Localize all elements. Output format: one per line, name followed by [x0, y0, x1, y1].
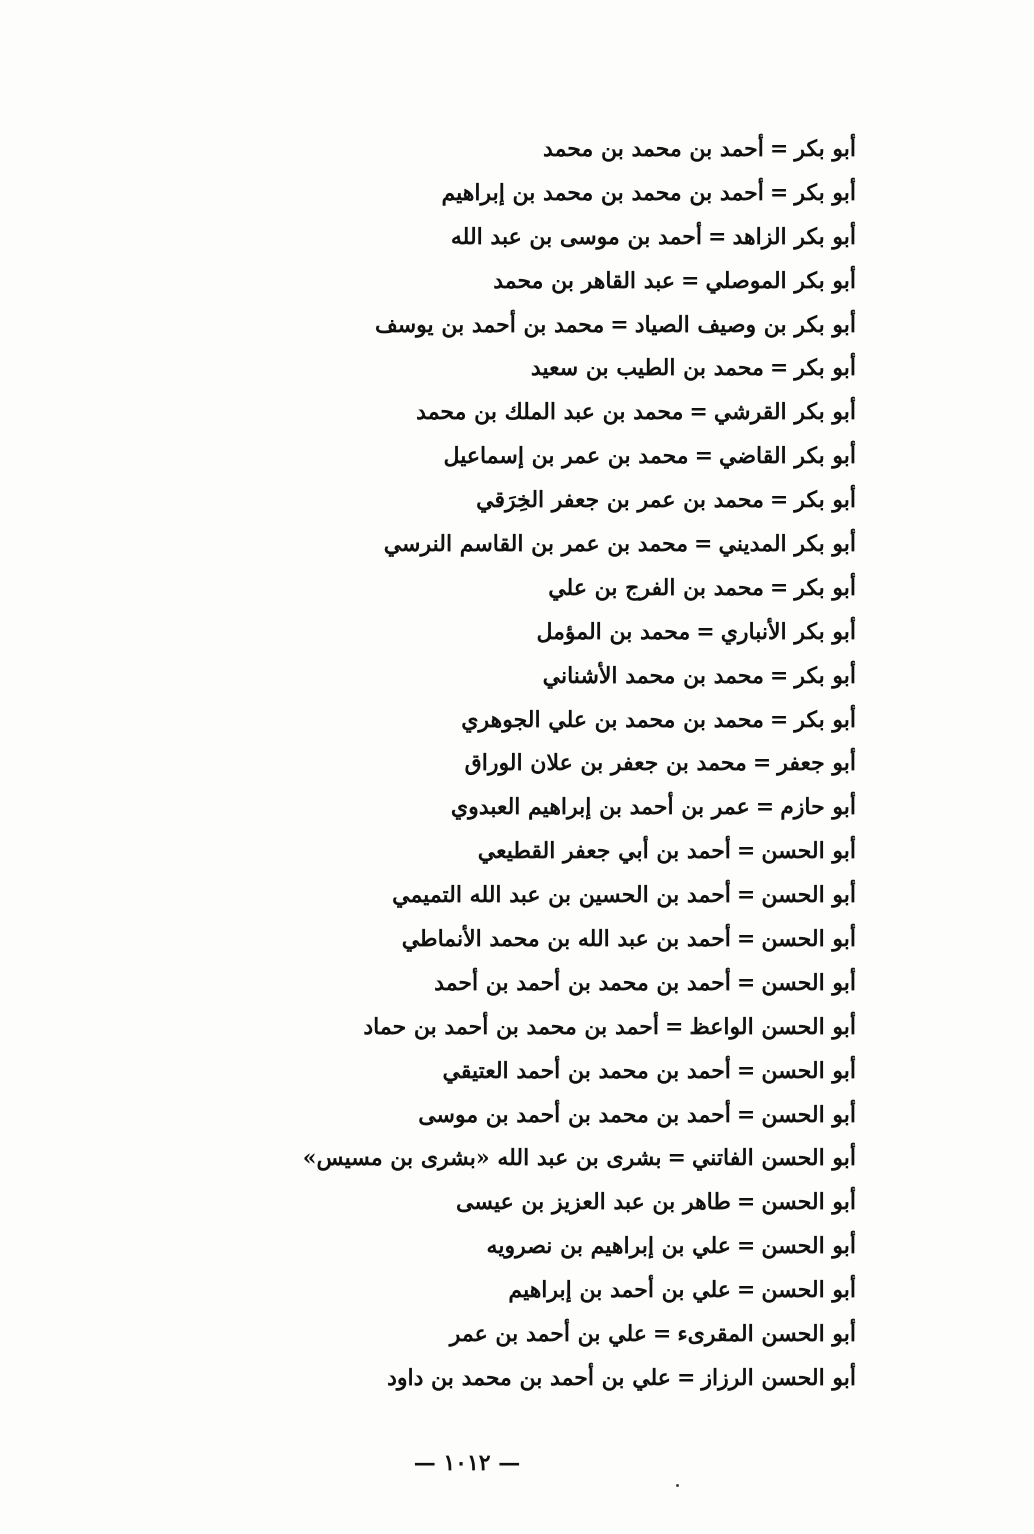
kunya-index-list	[296, 128, 856, 1401]
entry-separator: =	[736, 838, 756, 865]
entry-separator: =	[681, 267, 700, 294]
entry-kunya: أبو بكر	[794, 179, 856, 206]
entry-full-name: محمد بن أحمد بن يوسف	[374, 311, 605, 338]
entry-separator: =	[736, 1189, 756, 1216]
entry-separator: =	[667, 1145, 686, 1172]
entry-separator: =	[736, 1277, 756, 1304]
entry-full-name: أحمد بن محمد بن أحمد العتيقي	[442, 1057, 731, 1084]
entry-kunya: أبو بكر القرشي	[713, 399, 856, 426]
entry-full-name: أحمد بن عبد الله بن محمد الأنماطي	[401, 926, 731, 953]
entry-kunya: أبو بكر	[794, 574, 856, 601]
entry-full-name: أحمد بن موسى بن عبد الله	[450, 223, 703, 250]
entry-full-name: طاهر بن عبد العزيز بن عيسى	[456, 1189, 731, 1216]
entry-separator: =	[736, 1057, 756, 1084]
index-entry	[296, 918, 856, 962]
entry-kunya: أبو بكر	[794, 355, 856, 382]
entry-separator: =	[736, 882, 756, 909]
entry-kunya: أبو بكر الموصلي	[705, 267, 856, 294]
entry-kunya: أبو حازم	[780, 794, 856, 821]
entry-separator: =	[696, 618, 715, 645]
entry-full-name: علي بن إبراهيم بن نصرويه	[486, 1233, 731, 1260]
entry-separator: =	[769, 487, 789, 514]
entry-full-name: أحمد بن الحسين بن عبد الله التميمي	[392, 882, 731, 909]
entry-full-name: محمد بن عمر بن جعفر الخِرَقي	[476, 487, 764, 514]
index-entry	[296, 874, 856, 918]
entry-full-name: محمد بن جعفر بن علان الوراق	[464, 750, 747, 777]
entry-kunya: أبو بكر	[794, 136, 856, 162]
entry-kunya: أبو الحسن	[761, 1057, 856, 1084]
index-entry	[296, 435, 856, 479]
entry-separator: =	[736, 969, 756, 996]
entry-separator: =	[769, 662, 789, 689]
entry-separator: =	[676, 1364, 696, 1391]
entry-kunya: أبو جعفر	[777, 750, 856, 777]
entry-kunya: أبو بكر الزاهد	[732, 223, 856, 250]
entry-separator: =	[736, 1233, 756, 1260]
entry-kunya: أبو الحسن المقرىء	[677, 1321, 856, 1348]
entry-separator: =	[652, 1321, 672, 1348]
entry-full-name: علي بن أحمد بن محمد بن داود	[387, 1364, 671, 1391]
entry-full-name: أحمد بن محمد بن محمد بن إبراهيم	[441, 179, 764, 206]
entry-full-name: علي بن أحمد بن عمر	[449, 1321, 647, 1348]
entry-kunya: أبو بكر	[794, 487, 856, 514]
entry-full-name: أحمد بن محمد بن أحمد بن موسى	[418, 1101, 731, 1128]
index-entry	[296, 1181, 856, 1225]
index-entry	[296, 1357, 856, 1401]
entry-kunya: أبو الحسن	[761, 882, 856, 909]
entry-kunya: أبو بكر الأنباري	[720, 618, 856, 645]
index-entry	[296, 523, 856, 567]
index-entry	[296, 347, 856, 391]
index-entry	[296, 1313, 856, 1357]
index-entry	[296, 611, 856, 655]
entry-separator: =	[769, 706, 789, 733]
index-entry	[296, 1225, 856, 1269]
index-entry	[296, 655, 856, 699]
entry-separator: =	[664, 1013, 684, 1040]
entry-kunya: أبو الحسن	[761, 838, 856, 865]
entry-full-name: أحمد بن أبي جعفر القطيعي	[477, 838, 731, 865]
index-entry	[296, 699, 856, 743]
entry-kunya: أبو بكر	[794, 706, 856, 733]
entry-separator: =	[708, 223, 727, 250]
index-entry	[296, 786, 856, 830]
entry-separator: =	[736, 1101, 756, 1128]
index-entry	[296, 260, 856, 304]
entry-separator: =	[752, 750, 772, 777]
entry-full-name: بشرى بن عبد الله «بشرى بن مسيس»	[302, 1145, 662, 1172]
entry-full-name: أحمد بن محمد بن أحمد بن حماد	[363, 1013, 659, 1040]
entry-separator: =	[694, 443, 713, 470]
entry-separator: =	[769, 574, 789, 601]
entry-kunya: أبو بكر بن وصيف الصياد	[634, 311, 856, 338]
index-entry	[296, 1137, 856, 1181]
index-entry	[296, 830, 856, 874]
entry-full-name: علي بن أحمد بن إبراهيم	[508, 1277, 731, 1304]
entry-separator: =	[755, 794, 775, 821]
entry-full-name: أحمد بن محمد بن أحمد بن أحمد	[434, 969, 731, 996]
index-entry	[296, 742, 856, 786]
index-entry	[296, 128, 856, 172]
entry-kunya: أبو الحسن	[761, 1101, 856, 1128]
entry-kunya: أبو بكر القاضي	[719, 443, 856, 470]
index-entry	[296, 479, 856, 523]
entry-full-name: عبد القاهر بن محمد	[493, 267, 676, 294]
entry-separator: =	[769, 179, 789, 206]
entry-kunya: أبو الحسن الواعظ	[689, 1013, 856, 1040]
entry-kunya: أبو الحسن الرزاز	[701, 1364, 856, 1391]
index-entry	[296, 1050, 856, 1094]
entry-full-name: محمد بن الفرج بن علي	[548, 574, 764, 601]
entry-full-name: محمد بن عمر بن القاسم النرسي	[383, 531, 689, 558]
entry-full-name: محمد بن عبد الملك بن محمد	[416, 399, 684, 426]
index-entry	[296, 304, 856, 348]
entry-separator: =	[610, 311, 629, 338]
entry-separator: =	[769, 136, 789, 162]
entry-kunya: أبو بكر المديني	[718, 531, 856, 558]
index-entry	[296, 216, 856, 260]
entry-kunya: أبو الحسن	[761, 1189, 856, 1216]
entry-separator: =	[689, 399, 708, 426]
index-entry	[296, 172, 856, 216]
entry-kunya: أبو الحسن	[761, 926, 856, 953]
entry-full-name: أحمد بن محمد بن محمد	[543, 136, 764, 162]
entry-full-name: محمد بن الطيب بن سعيد	[530, 355, 764, 382]
index-entry	[296, 962, 856, 1006]
entry-kunya: أبو الحسن	[761, 969, 856, 996]
entry-full-name: محمد بن محمد بن علي الجوهري	[461, 706, 764, 733]
index-entry	[296, 1094, 856, 1138]
entry-full-name: محمد بن عمر بن إسماعيل	[443, 443, 689, 470]
entry-kunya: أبو الحسن	[761, 1277, 856, 1304]
entry-kunya: أبو بكر	[794, 662, 856, 689]
entry-kunya: أبو الحسن	[761, 1233, 856, 1260]
entry-full-name: عمر بن أحمد بن إبراهيم العبدوي	[450, 794, 750, 821]
index-entry	[296, 391, 856, 435]
entry-separator: =	[736, 926, 756, 953]
paper-speck	[676, 1484, 679, 1487]
index-entry	[296, 1269, 856, 1313]
entry-full-name: محمد بن المؤمل	[536, 618, 691, 645]
index-entry	[296, 567, 856, 611]
entry-separator: =	[694, 531, 713, 558]
entry-separator: =	[769, 355, 789, 382]
entry-kunya: أبو الحسن الفاتني	[691, 1145, 856, 1172]
page-number: — ١٠١٢ —	[413, 1450, 521, 1476]
entry-full-name: محمد بن محمد الأشناني	[542, 662, 764, 689]
index-entry	[296, 1006, 856, 1050]
